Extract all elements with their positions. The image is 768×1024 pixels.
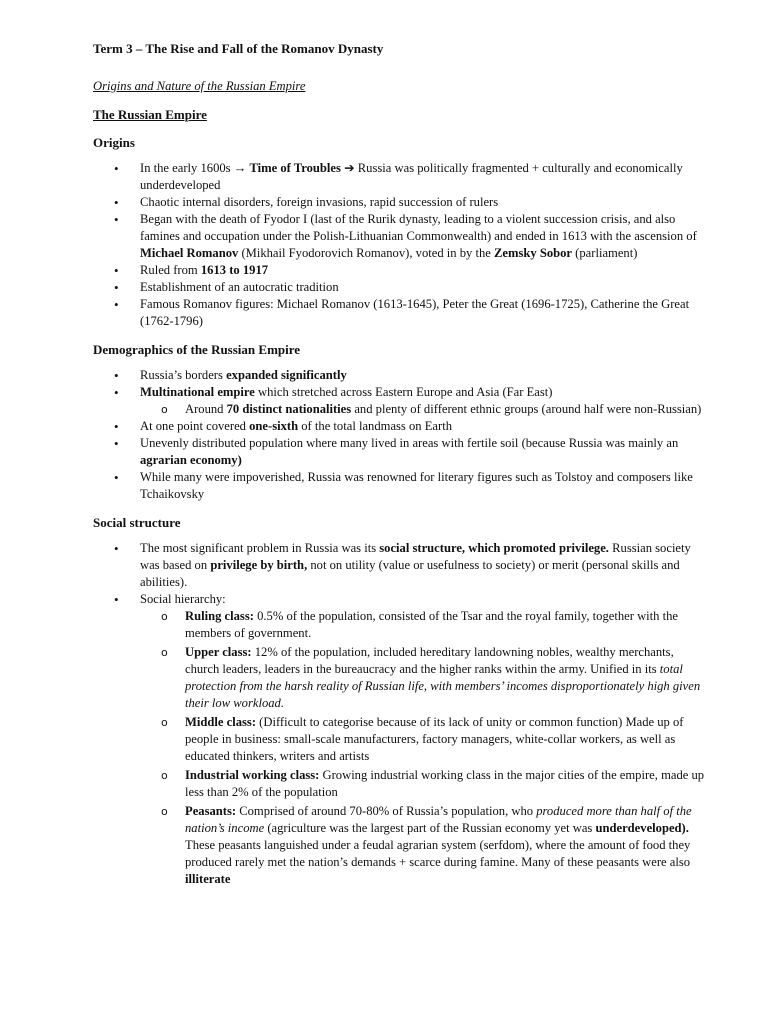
section-heading: The Russian Empire (93, 107, 207, 122)
list-item: • Chaotic internal disorders, foreign invasions, rapid succession of rulers (93, 194, 708, 211)
arrow-icon: → (233, 161, 250, 175)
list-item: • Social hierarchy: o Ruling class: 0.5% of the population, consisted of the Tsar and the royal family, together with the members of government. o Upper class: 12% of the population, included hereditary landowning nobles, wealthy merchants, church leaders, leaders in the bureaucracy and the higher ranks within the army. Unified in its total protection from the harsh reality of Russian life, with members’ incomes disproportionately high given their low workload. o Middle class: (Difficult to categorise because of its lack of unity or common function) Made up of people in business: small-scale manufacturers, factory managers, white-collar workers, as well as educated thinkers, writers and artists o Industrial working class: Growing industrial working class in the major cities of the empire, made up less than 2% of the population o Peasants: Comprised of around 70-80% of Russia’s population, who produced more than half of the nation’s income (agriculture was the largest part of the Russian economy yet was underdeveloped). These peasants languished under a feudal agrarian system (serfdom), where the amount of food they produced rarely met the nation’s demands + scarce during famine. Many of these peasants were also illiterate (93, 591, 708, 888)
hierarchy-item-industrial: o Industrial working class: Growing industrial working class in the major cities of the empire, made up less than 2% of the population (140, 767, 708, 801)
list-item: • Unevenly distributed population where many lived in areas with fertile soil (because Russia was mainly an agrarian economy) (93, 435, 708, 469)
document-subtitle: Origins and Nature of the Russian Empire (93, 79, 306, 93)
arrow-icon: ➔ (340, 161, 358, 175)
list-item: • Russia’s borders expanded significantly (93, 367, 708, 384)
list-item: • At one point covered one-sixth of the total landmass on Earth (93, 418, 708, 435)
hierarchy-item-peasants: o Peasants: Comprised of around 70-80% of Russia’s population, who produced more than half of the nation’s income (agriculture was the largest part of the Russian economy yet was underdeveloped). These peasants languished under a feudal agrarian system (serfdom), where the amount of food they produced rarely met the nation’s demands + scarce during famine. Many of these peasants were also illiterate (140, 803, 708, 888)
hierarchy-list (140, 608, 708, 888)
hierarchy-item-ruling: o Ruling class: 0.5% of the population, consisted of the Tsar and the royal family, together with the members of government. (140, 608, 708, 642)
list-item: • Establishment of an autocratic tradition (93, 279, 708, 296)
origins-list (93, 160, 708, 330)
sub-list-item: o Around 70 distinct nationalities and plenty of different ethnic groups (around half were non-Russian) (140, 401, 708, 418)
list-item: • Ruled from 1613 to 1917 (93, 262, 708, 279)
list-item: • In the early 1600s → Time of Troubles ➔ Russia was politically fragmented + culturally and economically underdeveloped (93, 160, 708, 194)
hierarchy-item-middle: o Middle class: (Difficult to categorise because of its lack of unity or common function) Made up of people in business: small-scale manufacturers, factory managers, white-collar workers, as well as educated thinkers, writers and artists (140, 714, 708, 765)
list-item: • The most significant problem in Russia was its social structure, which promoted privilege. Russian society was based on privilege by birth, not on utility (value or usefulness to society) or merit (personal skills and abilities). (93, 540, 708, 591)
list-item: • Multinational empire which stretched across Eastern Europe and Asia (Far East) o Around 70 distinct nationalities and plenty of different ethnic groups (around half were non-Russian) (93, 384, 708, 418)
document-title: Term 3 – The Rise and Fall of the Romanov Dynasty (93, 41, 384, 56)
origins-heading: Origins (93, 135, 135, 150)
social-list (93, 540, 708, 888)
demographics-list (93, 367, 708, 503)
social-heading: Social structure (93, 515, 181, 530)
list-item: • Famous Romanov figures: Michael Romanov (1613-1645), Peter the Great (1696-1725), Catherine the Great (1762-1796) (93, 296, 708, 330)
list-item: • While many were impoverished, Russia was renowned for literary figures such as Tolstoy and composers like Tchaikovsky (93, 469, 708, 503)
hierarchy-item-upper: o Upper class: 12% of the population, included hereditary landowning nobles, wealthy merchants, church leaders, leaders in the bureaucracy and the higher ranks within the army. Unified in its total protection from the harsh reality of Russian life, with members’ incomes disproportionately high given their low workload. (140, 644, 708, 712)
list-item: • Began with the death of Fyodor I (last of the Rurik dynasty, leading to a violent succession crisis, and also famines and occupation under the Polish-Lithuanian Commonwealth) and ended in 1613 with the ascension of Michael Romanov (Mikhail Fyodorovich Romanov), voted in by the Zemsky Sobor (parliament) (93, 211, 708, 262)
demographics-heading: Demographics of the Russian Empire (93, 342, 301, 357)
sub-list (140, 401, 708, 418)
